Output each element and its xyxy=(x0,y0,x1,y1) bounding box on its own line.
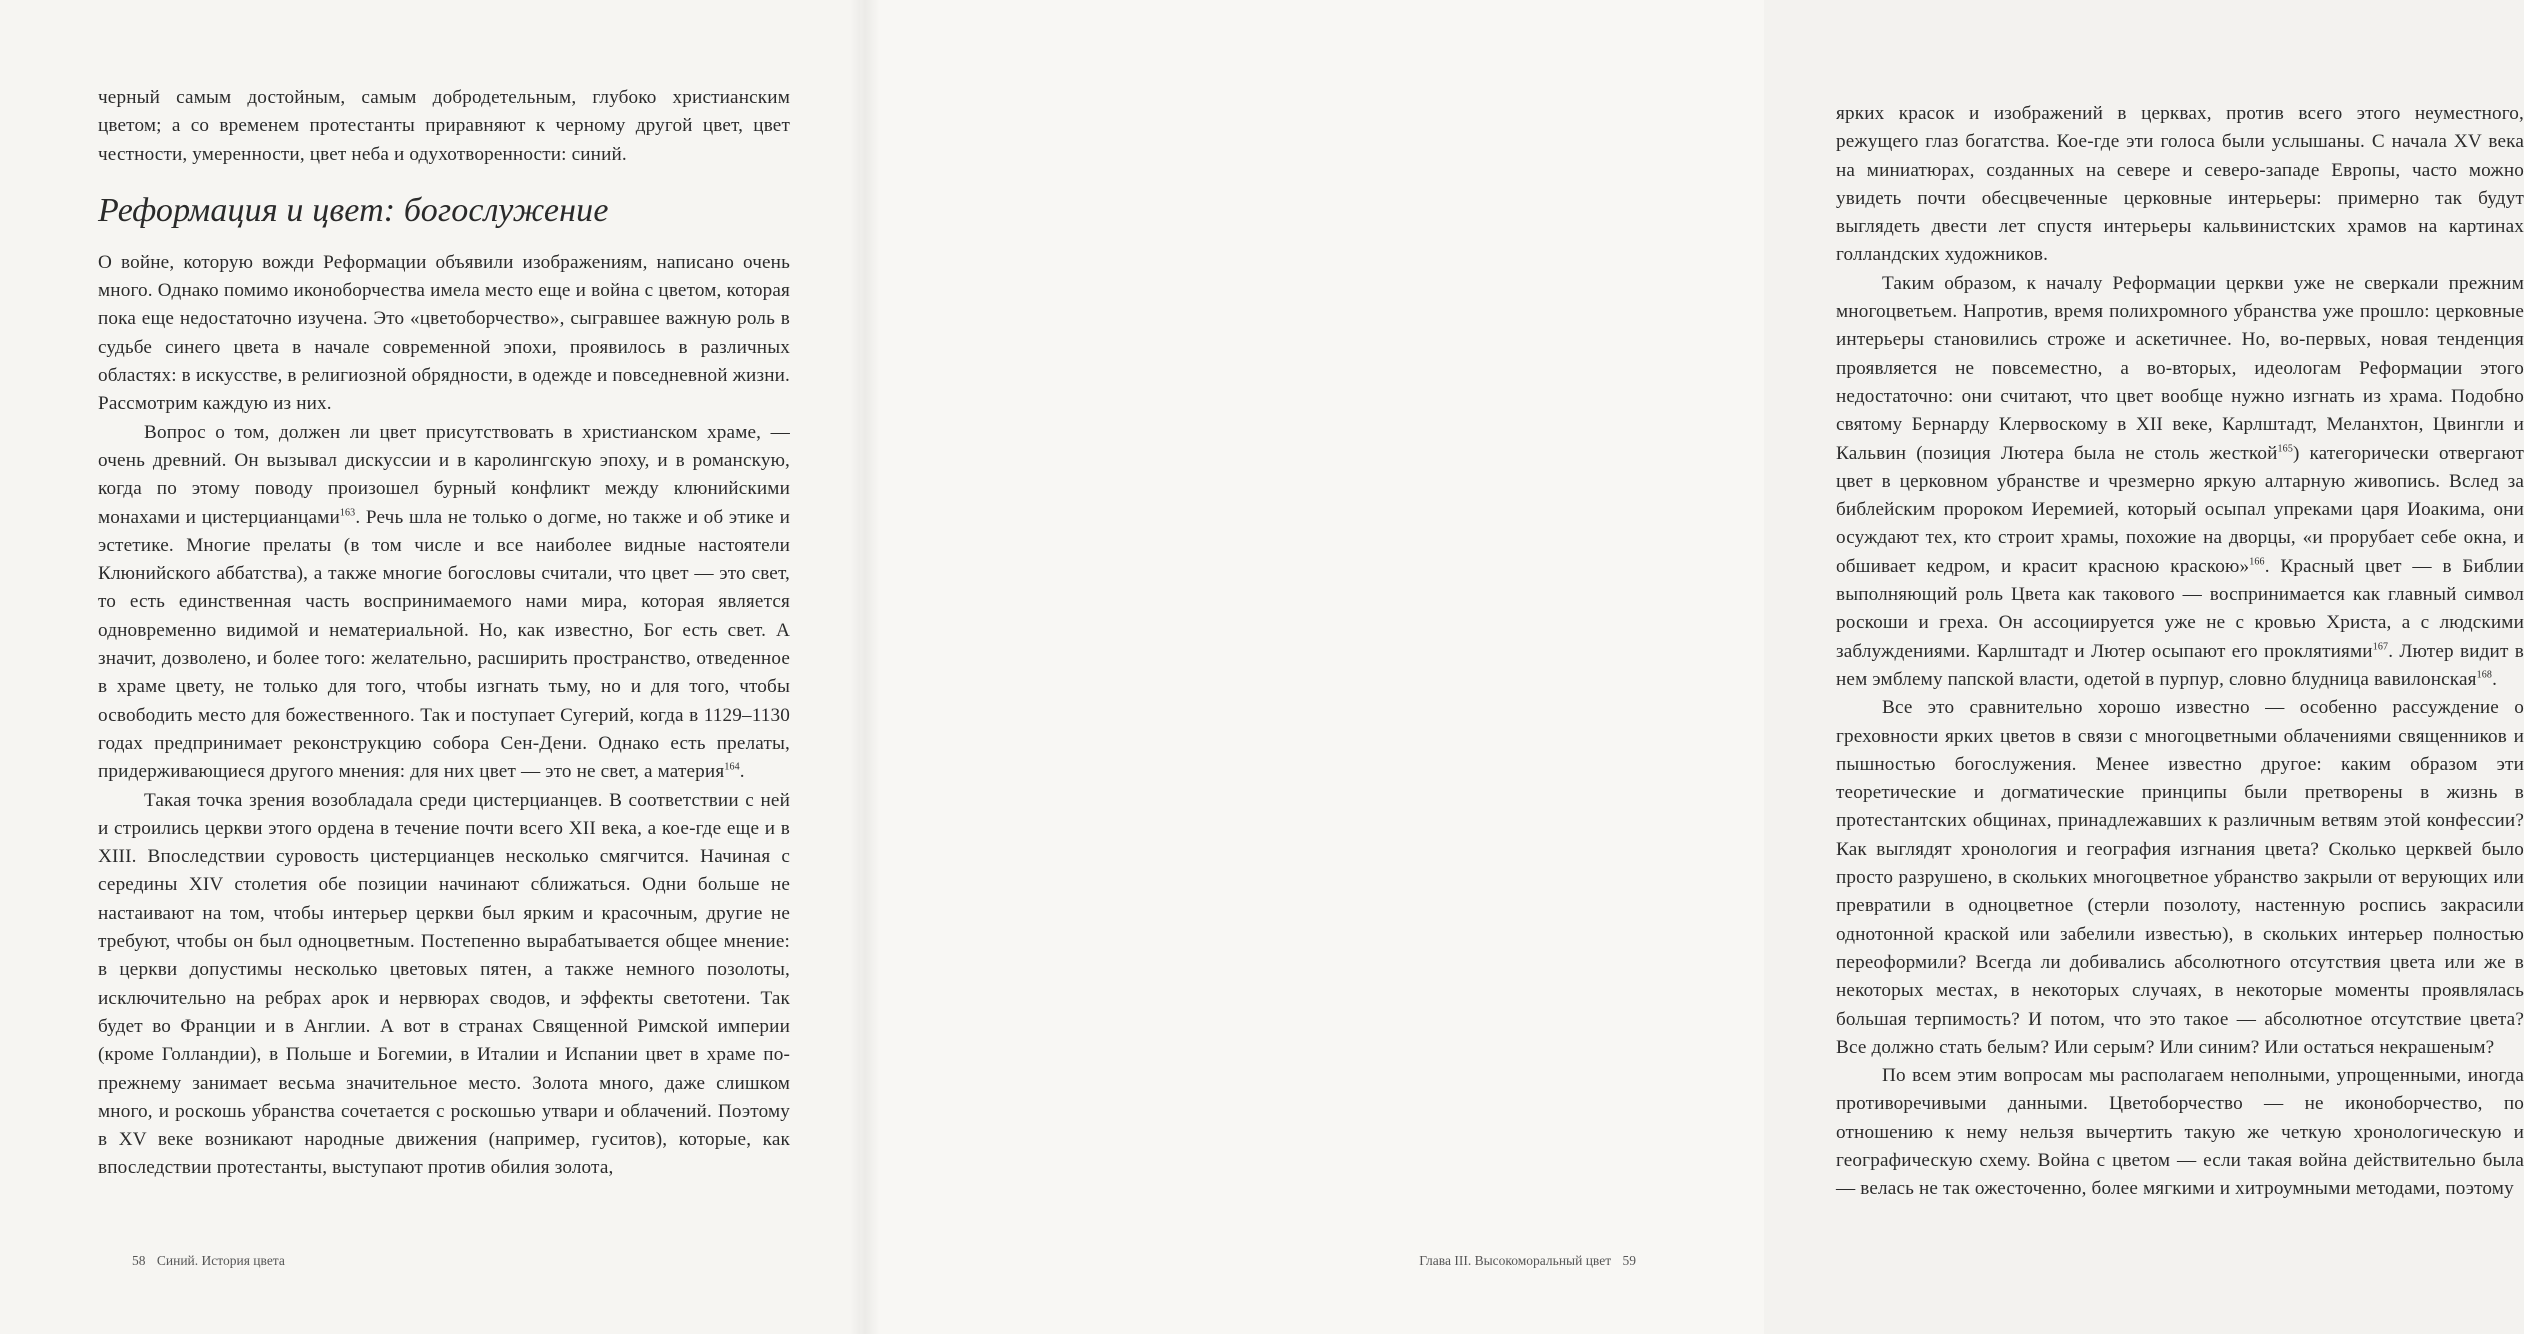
page-number: 59 xyxy=(1622,1253,1636,1268)
lead-paragraph: черный самым достойным, самым добродетельным, глубоко христианским цветом; а со временем протестанты приравняют к черному другой цвет, цвет честности, умеренности, цвет неба и одухотворенности: синий. xyxy=(98,87,790,165)
paragraph-text: . xyxy=(2492,668,2498,690)
footnote-ref: 163 xyxy=(339,507,356,519)
footnote-ref: 168 xyxy=(2476,669,2493,681)
right-page-body xyxy=(1836,100,2524,1204)
left-running-footer xyxy=(124,1253,285,1269)
paragraph: Такая точка зрения возобладала среди цистерцианцев. В соответствии с ней и строились церкви этого ордена в течение почти всего XII века, а кое-где еще и в XIII. Впоследствии суровость цистерцианцев несколько смягчится. Начиная с середины XIV столетия обе позиции начинают сближаться. Одни больше не настаивают на том, чтобы интерьер церкви был ярким и красочным, другие не требуют, чтобы он был одноцветным. Постепенно вырабатывается общее мнение: в церкви допустимы несколько цветовых пятен, а также немного позолоты, исключительно на ребрах арок и нервюрах сводов, и эффекты светотени. Так будет во Франции и в Англии. А вот в странах Священной Римской империи (кроме Голландии), в Польше и Богемии, в Италии и Испании цвет в храме по-прежнему занимает весьма значительное место. Золота много, даже слишком много, и роскошь убранства сочетается с роскошью утвари и облачений. Поэтому в XV веке возникают народные движения (например, гуситов), которые, как впоследствии протестанты, выступают против обилия золота, xyxy=(98,789,790,1179)
paragraph: Все это сравнительно хорошо известно — особенно рассуждение о греховности ярких цветов в связи с многоцветными облачениями священников и пышностью богослужения. Менее известно другое: каким образом эти теоретические и догматические принципы были претворены в жизнь в протестантских общинах, принадлежавших к различным ветвям этой конфессии? Как выглядят хронология и география изгнания цвета? Сколько церквей было просто разрушено, в скольких многоцветное убранство закрыли от верующих или превратили в одноцветное (стерли позолоту, настенную роспись закрасили однотонной краской или забелили известью), в скольких интерьер полностью переоформили? Всегда ли добивались абсолютного отсутствия цвета или же в некоторых местах, в некоторых случаях, в некоторые моменты проявлялась большая терпимость? И потом, что это такое — абсолютное отсутствие цвета? Все должно стать белым? Или серым? Или синим? Или остаться некрашеным? xyxy=(1836,697,2524,1058)
paragraph-text: Таким образом, к началу Реформации церкви уже не сверкали прежним многоцветьем. Напротив, время полихромного убранства уже прошло: церковные интерьеры становились строже и аскетичнее. Но, во-первых, новая тенденция проявляется не повсеместно, а во-вторых, идеологам Реформации этого недостаточно: они считают, что цвет вообще нужно изгнать из храма. Подобно святому Бернарду Клервоскому в XII веке, Карлштадт, Меланхтон, Цвингли и Кальвин (позиция Лютера была не столь жесткой xyxy=(1836,272,2524,464)
paragraph-text: . Речь шла не только о догме, но также и об этике и эстетике. Многие прелаты (в том числе и все наиболее видные настоятели Клюнийского аббатства), а также многие богословы считали, что цвет — это свет, то есть единственная часть воспринимаемого нами мира, которая является одновременно видимой и нематериальной. Но, как известно, Бог есть свет. А значит, дозволено, и более того: желательно, расширить пространство, отведенное в храме цвету, не только для того, чтобы изгнать тьму, но и для того, чтобы освободить место для божественного. Так и поступает Сугерий, когда в 1129–1130 годах предпринимает реконструкцию собора Сен-Дени. Однако есть прелаты, придерживающиеся другого мнения: для них цвет — это не свет, а материя xyxy=(98,506,790,783)
left-page-body xyxy=(98,84,790,1183)
right-page xyxy=(860,0,2524,1334)
paragraph: О войне, которую вожди Реформации объявили изображениям, написано очень много. Однако помимо иконоборчества имела место еще и война с цветом, которая пока еще недостаточно изучена. Это «цветоборчество», сыгравшее важную роль в судьбе синего цвета в начале современной эпохи, проявилось в различных областях: в искусстве, в религиозной обрядности, в одежде и повседневной жизни. Рассмотрим каждую из них. xyxy=(98,251,790,415)
section-title: Реформация и цвет: богослужение xyxy=(98,191,609,229)
paragraph xyxy=(1836,270,2524,694)
paragraph-text: . xyxy=(739,761,745,783)
paragraph-text: . Красный цвет — в Библии выполняющий роль Цвета как такового — воспринимается как главный символ роскоши и греха. Он ассоциируется уже не с кровью Христа, а с людскими заблуждениями. Карлштадт и Лютер осыпают его проклятиями xyxy=(1836,555,2524,662)
left-page xyxy=(0,0,860,1334)
running-title: Синий. История цвета xyxy=(156,1253,285,1268)
paragraph xyxy=(98,419,790,787)
paragraph-text: . Лютер видит в нем эмблему папской власти, одетой в пурпур, словно блудница вавилонская xyxy=(1836,640,2524,690)
footnote-ref: 167 xyxy=(2372,641,2389,653)
paragraph: ярких красок и изображений в церквах, против всего этого неуместного, режущего глаз богатства. Кое-где эти голоса были услышаны. С начала XV века на миниатюрах, созданных на севере и северо-западе Европы, часто можно увидеть почти обесцвеченные церковные интерьеры: примерно так будут выглядеть двести лет спустя интерьеры кальвинистских храмов на картинах голландских художников. xyxy=(1836,103,2524,266)
right-running-footer xyxy=(1419,1253,1644,1269)
running-title: Глава III. Высокоморальный цвет xyxy=(1419,1253,1612,1268)
paragraph-text: Вопрос о том, должен ли цвет присутствовать в христианском храме, — очень древний. Он вызывал дискуссии и в каролингскую эпоху, и в романскую, когда по этому поводу произошел бурный конфликт между клюнийскими монахами и цистерцианцами xyxy=(98,421,790,528)
footnote-ref: 165 xyxy=(2277,443,2293,455)
book-gutter xyxy=(850,0,880,1334)
page-number: 58 xyxy=(132,1253,146,1268)
footnote-ref: 164 xyxy=(724,761,740,773)
paragraph: По всем этим вопросам мы располагаем неполными, упрощенными, иногда противоречивыми данными. Цветоборчество — не иконоборчество, по отношению к нему нельзя вычертить такую же четкую хронологическую и географическую схему. Война с цветом — если такая война действительно была — велась не так ожесточенно, более мягкими и хитроумными методами, поэтому xyxy=(1836,1065,2524,1200)
paragraph-text: ) категорически отвергают цвет в церковном убранстве и чрезмерно яркую алтарную живопись. Вслед за библейским пророком Иеремией, который осыпал упреками царя Иоакима, они осуждают тех, кто строит храмы, похожие на дворцы, «и прорубает себе окна, и обшивает кедром, и красит красною краскою» xyxy=(1836,442,2524,577)
footnote-ref: 166 xyxy=(2249,556,2265,568)
